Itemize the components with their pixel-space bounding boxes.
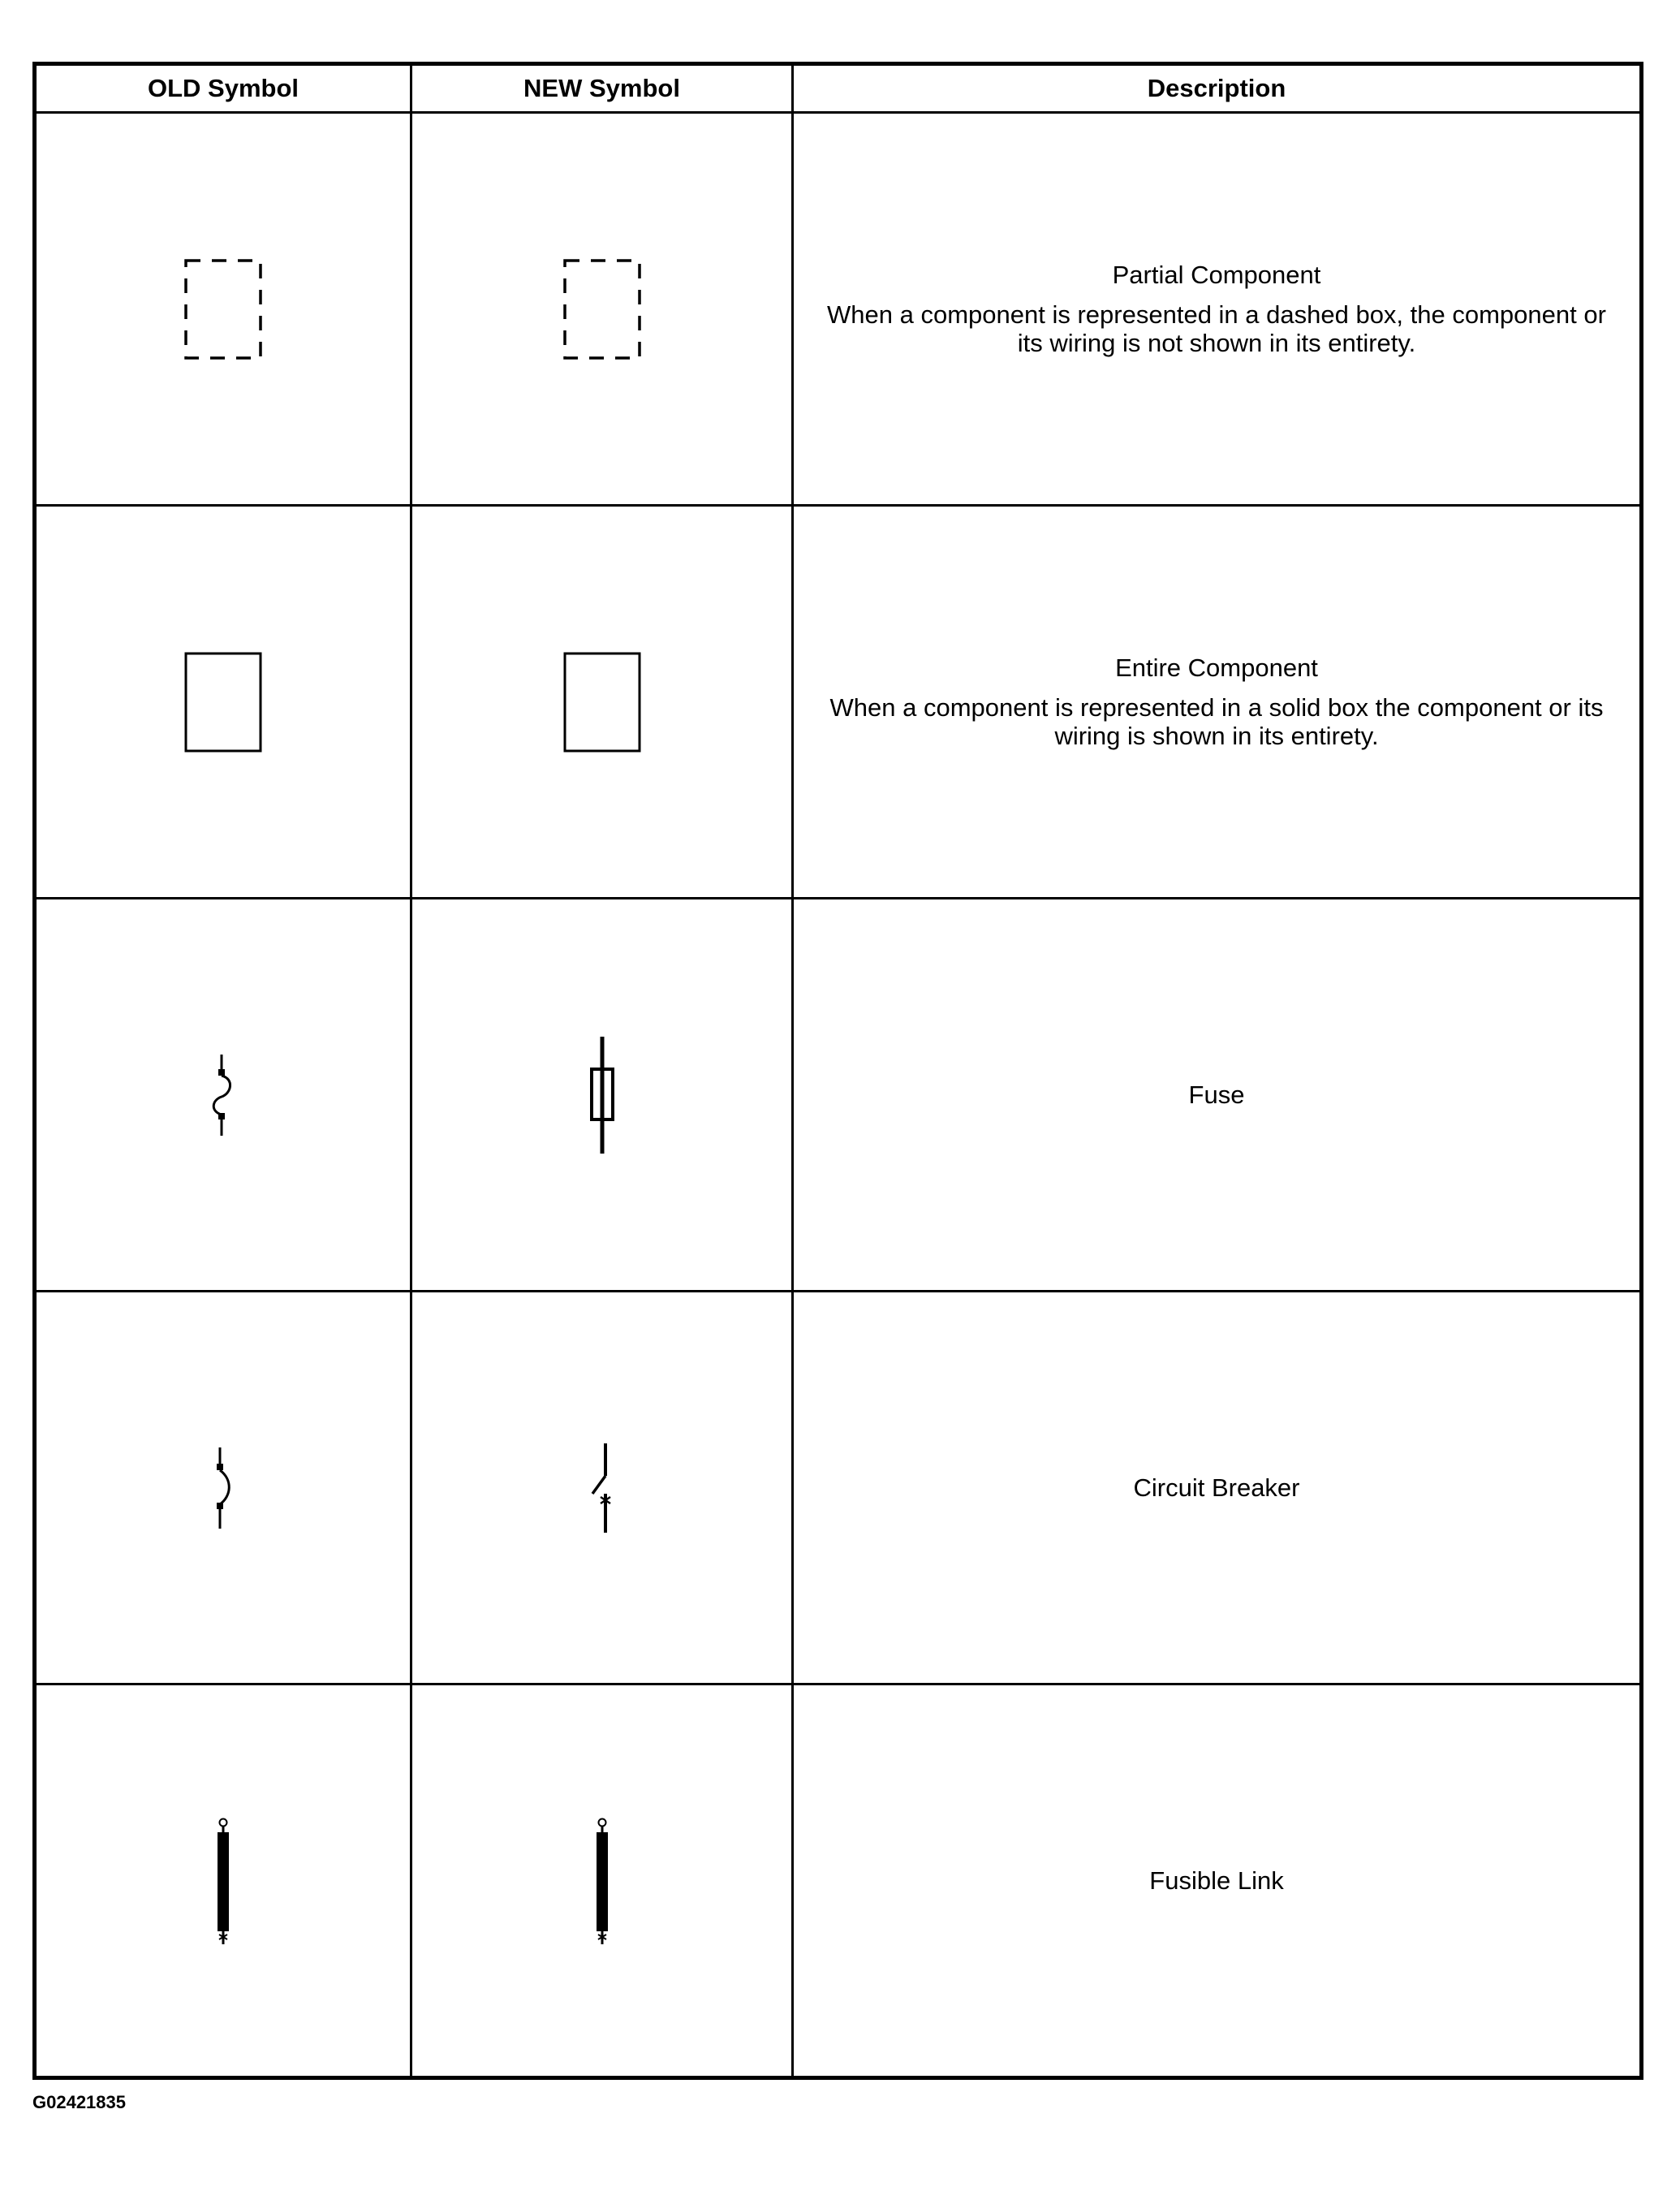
new-symbol-cell bbox=[411, 113, 793, 506]
description-title: Fuse bbox=[1188, 1080, 1245, 1109]
description-title: Circuit Breaker bbox=[1133, 1473, 1300, 1502]
old-symbol-cell bbox=[35, 899, 411, 1292]
new-symbol-cell bbox=[411, 899, 793, 1292]
table-row bbox=[35, 1684, 1642, 2078]
description-cell bbox=[793, 506, 1642, 899]
description-cell bbox=[793, 899, 1642, 1292]
old-symbol-cell bbox=[35, 1292, 411, 1684]
symbol-table bbox=[32, 62, 1643, 2080]
description-title: Entire Component bbox=[1115, 653, 1318, 682]
circuit-breaker-old-icon bbox=[207, 1447, 239, 1529]
fuse-old-icon bbox=[207, 1055, 239, 1136]
fusible-link-old-icon bbox=[207, 1818, 239, 1944]
new-symbol-cell bbox=[411, 1292, 793, 1684]
description-text: When a component is represented in a solid box the component or its wiring is shown in its entirety. bbox=[829, 693, 1604, 751]
description-text: When a component is represented in a dashed box, the component or its wiring is not shown in its entirety. bbox=[827, 300, 1606, 358]
description-title: Fusible Link bbox=[1149, 1866, 1284, 1895]
header-old-symbol: OLD Symbol bbox=[35, 64, 411, 113]
solid-box-icon bbox=[562, 650, 643, 754]
old-symbol-cell bbox=[35, 113, 411, 506]
fuse-new-icon bbox=[586, 1037, 618, 1154]
new-symbol-cell bbox=[411, 506, 793, 899]
dashed-box-icon bbox=[562, 257, 643, 361]
table-row bbox=[35, 899, 1642, 1292]
dashed-box-icon bbox=[183, 257, 264, 361]
new-symbol-cell bbox=[411, 1684, 793, 2078]
description-cell bbox=[793, 1292, 1642, 1684]
table-row bbox=[35, 506, 1642, 899]
solid-box-icon bbox=[183, 650, 264, 754]
description-title: Partial Component bbox=[1112, 260, 1321, 289]
fusible-link-new-icon bbox=[586, 1818, 618, 1944]
header-description: Description bbox=[793, 64, 1642, 113]
table-row bbox=[35, 113, 1642, 506]
figure-id: G02421835 bbox=[32, 2092, 126, 2112]
header-row bbox=[35, 64, 1642, 113]
description-cell bbox=[793, 1684, 1642, 2078]
header-new-symbol: NEW Symbol bbox=[411, 64, 793, 113]
circuit-breaker-new-icon bbox=[586, 1443, 618, 1533]
description-cell bbox=[793, 113, 1642, 506]
old-symbol-cell bbox=[35, 1684, 411, 2078]
table-row bbox=[35, 1292, 1642, 1684]
old-symbol-cell bbox=[35, 506, 411, 899]
